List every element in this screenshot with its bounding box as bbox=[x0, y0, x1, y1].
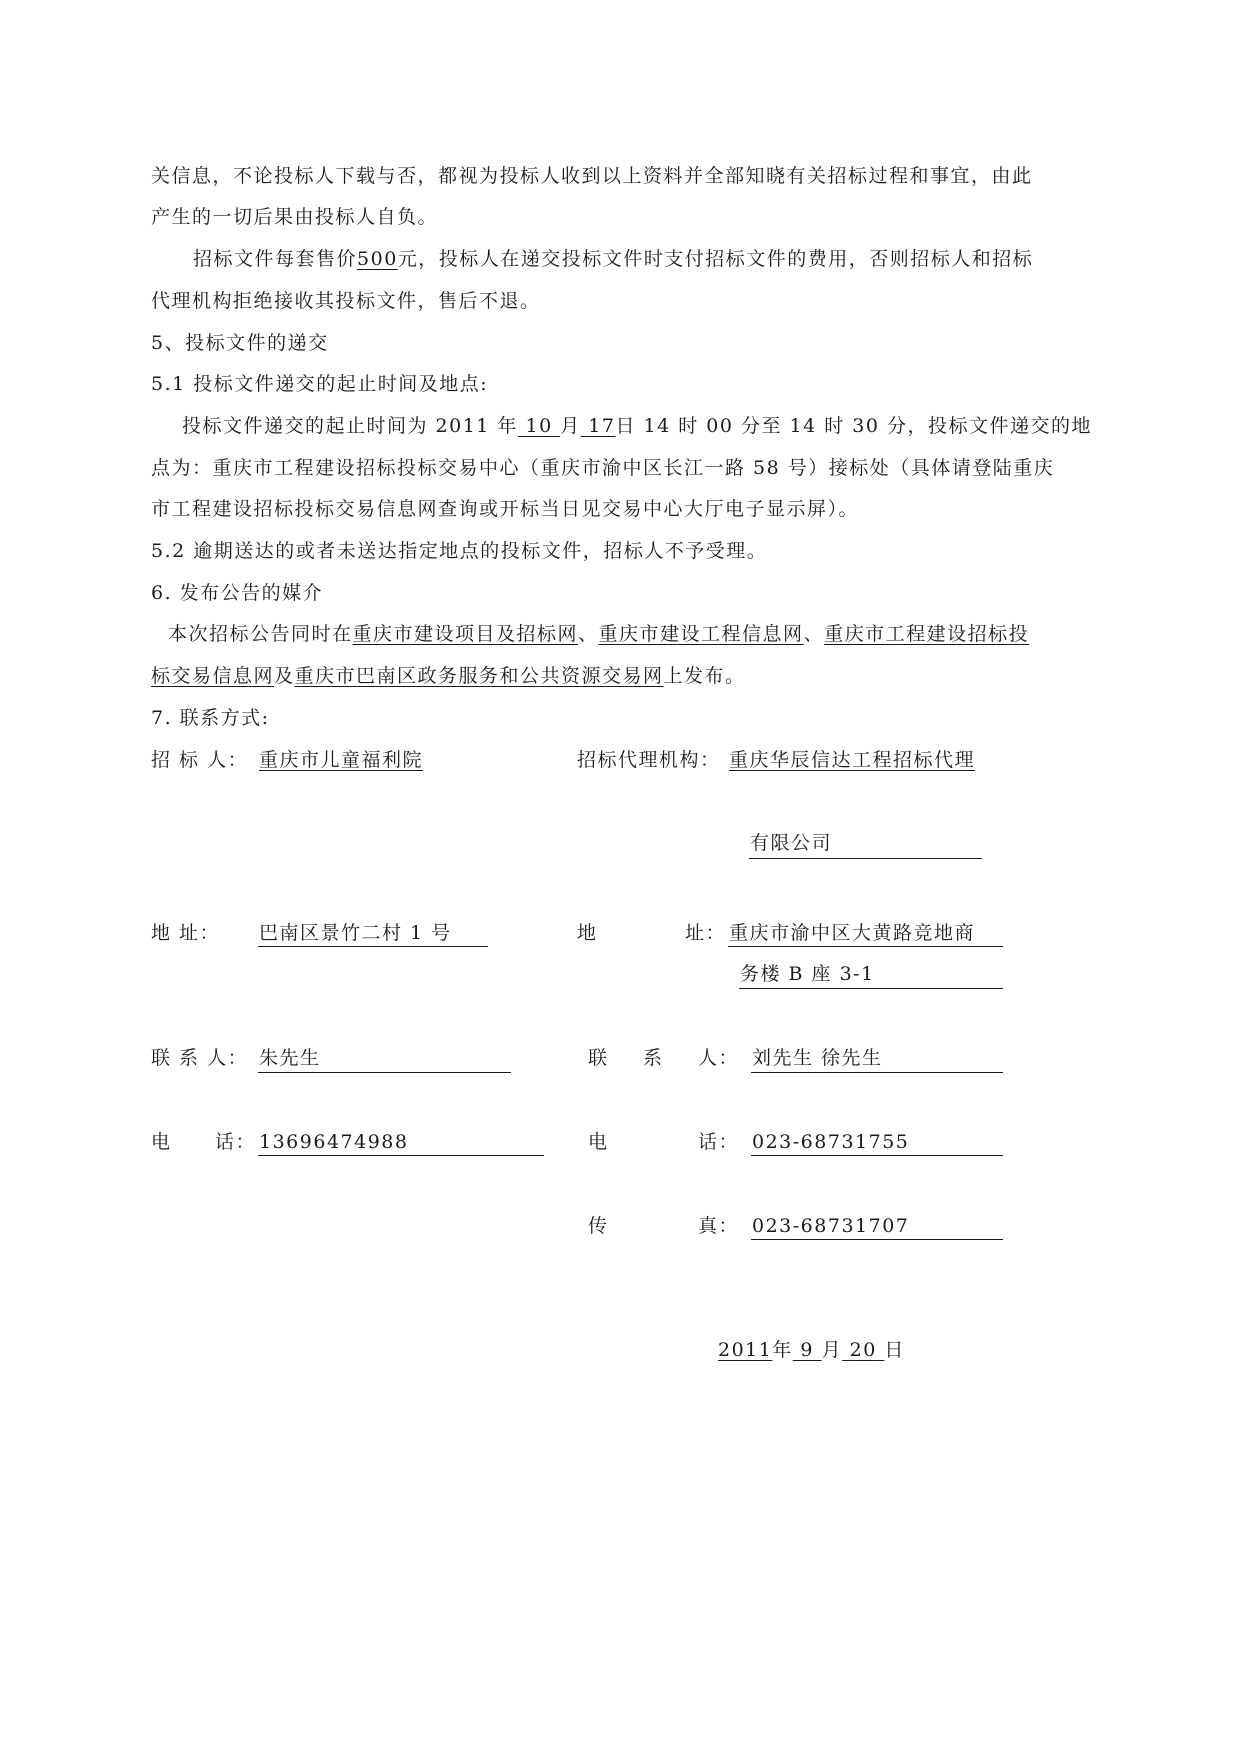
date-day-unit: 日 bbox=[884, 1339, 905, 1361]
media-link: 重庆市巴南区政务服务和公共资源交易网 bbox=[294, 665, 664, 687]
underline bbox=[739, 988, 1003, 989]
text-span: 上发布。 bbox=[663, 665, 746, 687]
agency-value-line1: 重庆华辰信达工程招标代理 bbox=[729, 749, 976, 771]
fax-value: 023-68731707 bbox=[752, 1215, 910, 1237]
paragraph-line: 代理机构拒绝接收其投标文件，售后不退。 bbox=[151, 290, 541, 312]
underline bbox=[749, 858, 982, 859]
paragraph-line bbox=[168, 622, 1029, 646]
text-span: 、 bbox=[803, 623, 825, 645]
phone-label-right-a: 电 bbox=[588, 1131, 609, 1153]
section-heading: 5、投标文件的递交 bbox=[151, 332, 329, 354]
month-number: 10 bbox=[525, 415, 553, 437]
tenderer-label: 招 标 人： bbox=[151, 749, 249, 771]
date-year-unit: 年 bbox=[772, 1339, 793, 1361]
agency-label: 招标代理机构： bbox=[577, 749, 721, 771]
media-link: 标交易信息网 bbox=[151, 665, 275, 687]
address-value-right-line2: 务楼 B 座 3-1 bbox=[740, 963, 875, 985]
agency-value-line2: 有限公司 bbox=[750, 832, 833, 854]
underline bbox=[751, 1239, 1003, 1240]
text-span: 及 bbox=[274, 665, 295, 687]
contact-label-right-c: 人： bbox=[698, 1047, 740, 1069]
contact-value-right: 刘先生 徐先生 bbox=[752, 1047, 883, 1069]
fax-label-a: 传 bbox=[588, 1215, 609, 1237]
paragraph-line: 点为：重庆市工程建设招标投标交易中心（重庆市渝中区长江一路 58 号）接标处（具体请登陆重庆 bbox=[151, 457, 1055, 479]
underline bbox=[258, 1072, 511, 1073]
contact-value-left: 朱先生 bbox=[259, 1047, 321, 1069]
phone-value-left: 13696474988 bbox=[259, 1131, 409, 1153]
paragraph-line: 产生的一切后果由投标人自负。 bbox=[151, 206, 439, 228]
contact-label-left: 联 系 人： bbox=[151, 1047, 249, 1069]
underline bbox=[728, 946, 1003, 947]
paragraph-line bbox=[151, 664, 746, 688]
section-heading: 7. 联系方式: bbox=[151, 707, 270, 729]
address-label-right-a: 地 bbox=[577, 922, 598, 944]
date-year: 2011 bbox=[718, 1339, 773, 1361]
address-label-right-b: 址： bbox=[685, 922, 727, 944]
text-span: 招标文件每套售价 bbox=[193, 248, 358, 270]
date-month bbox=[793, 1339, 822, 1361]
address-value-right-line1: 重庆市渝中区大黄路竞地商 bbox=[729, 922, 976, 944]
day-value bbox=[581, 415, 616, 437]
date-day bbox=[842, 1339, 884, 1361]
address-label-left: 地 址： bbox=[151, 922, 221, 944]
paragraph-line: 关信息，不论投标人下载与否，都视为投标人收到以上资料并全部知晓有关招标过程和事宜，由此 bbox=[151, 165, 1033, 187]
contact-label-right-a: 联 bbox=[588, 1047, 609, 1069]
date-month-unit: 月 bbox=[821, 1339, 843, 1361]
phone-label-right-b: 话： bbox=[698, 1131, 740, 1153]
text-span: 元，投标人在递交投标文件时支付招标文件的费用，否则招标人和招标 bbox=[397, 248, 1034, 270]
paragraph-line: 5.2 逾期送达的或者未送达指定地点的投标文件，招标人不予受理。 bbox=[151, 540, 768, 562]
price-value: 500 bbox=[357, 248, 398, 270]
fax-label-b: 真： bbox=[698, 1215, 740, 1237]
phone-label-left-a: 电 bbox=[151, 1131, 172, 1153]
section-heading: 6. 发布公告的媒介 bbox=[151, 582, 324, 604]
day-number: 17 bbox=[588, 415, 616, 437]
underline bbox=[258, 1155, 544, 1156]
underline bbox=[751, 1155, 1003, 1156]
text-span: 投标文件递交的起止时间为 2011 年 bbox=[182, 415, 518, 437]
media-link: 重庆市建设项目及招标网 bbox=[352, 623, 579, 645]
text-span: 月 bbox=[560, 415, 581, 437]
media-link: 重庆市建设工程信息网 bbox=[598, 623, 804, 645]
phone-value-right: 023-68731755 bbox=[752, 1131, 910, 1153]
subsection-heading: 5.1 投标文件递交的起止时间及地点: bbox=[151, 373, 489, 395]
date-day-number: 20 bbox=[849, 1339, 877, 1361]
phone-label-left-b: 话： bbox=[215, 1131, 257, 1153]
underline bbox=[258, 946, 488, 947]
address-value-left: 巴南区景竹二村 1 号 bbox=[259, 922, 452, 944]
text-span: 、 bbox=[578, 623, 599, 645]
paragraph-line bbox=[193, 247, 1033, 271]
signature-date bbox=[718, 1338, 905, 1362]
contact-label-right-b: 系 bbox=[643, 1047, 664, 1069]
date-month-number: 9 bbox=[800, 1339, 815, 1361]
month-value bbox=[518, 415, 560, 437]
text-span: 日 14 时 00 分至 14 时 30 分，投标文件递交的地 bbox=[615, 415, 1092, 437]
underline bbox=[751, 1072, 1003, 1073]
paragraph-line: 市工程建设招标投标交易信息网查询或开标当日见交易中心大厅电子显示屏）。 bbox=[151, 498, 860, 520]
media-link: 重庆市工程建设招标投 bbox=[824, 623, 1030, 645]
tenderer-value: 重庆市儿童福利院 bbox=[259, 749, 424, 771]
text-span: 本次招标公告同时在 bbox=[168, 623, 353, 645]
paragraph-line bbox=[182, 414, 1092, 438]
